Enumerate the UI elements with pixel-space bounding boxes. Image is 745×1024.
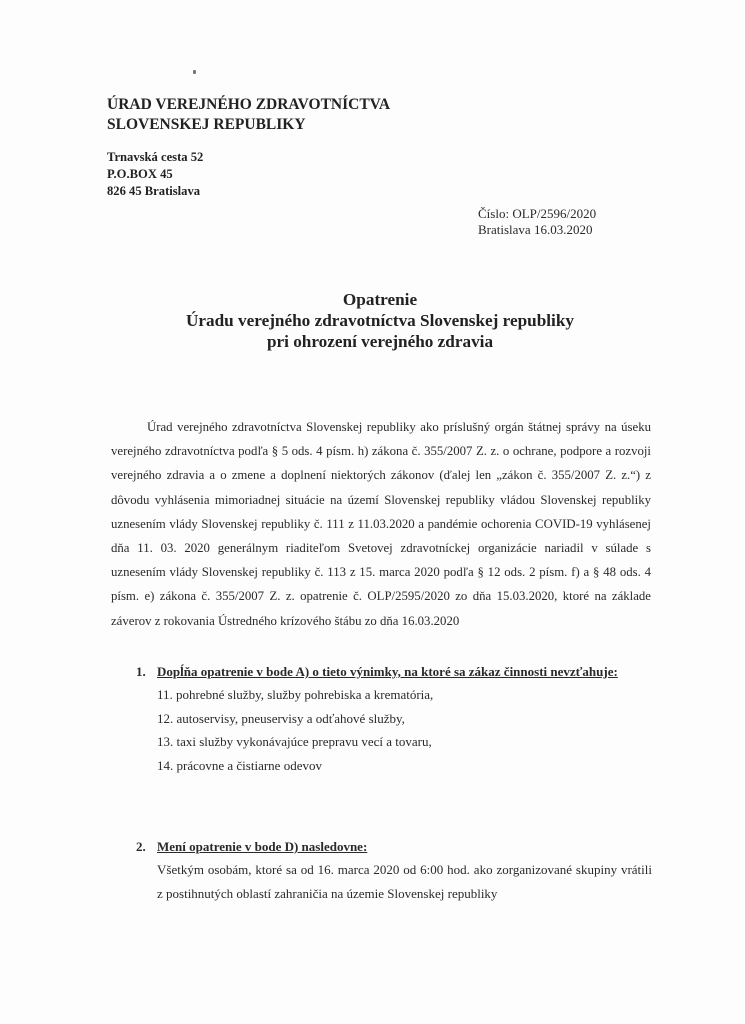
section-heading: Mení opatrenie v bode D) nasledovne: <box>157 839 368 854</box>
authority-name-line2: SLOVENSKEJ REPUBLIKY <box>107 116 306 133</box>
document-reference <box>478 206 596 237</box>
section-1 <box>136 660 652 777</box>
exception-list <box>157 683 652 777</box>
intro-text: Úrad verejného zdravotníctva Slovenskej republiky ako príslušný orgán štátnej správy na úseku verejného zdravotníctva podľa § 5 ods. 4 písm. h) zákona č. 355/2007 Z. z. o ochrane, podpore a rozvoji verejného zdravia a o zmene a doplnení niektorých zákonov (ďalej len „zákon č. 355/2007 Z. z.“) z dôvodu vyhlásenia mimoriadnej situácie na území Slovenskej republiky vládou Slovenskej republiky uznesením vlády Slovenskej republiky č. 111 z 11.03.2020 a pandémie ochorenia COVID-19 vyhlásenej dňa 11. 03. 2020 generálnym riaditeľom Svetovej zdravotníckej organizácie nariadil v súlade s uznesením vlády Slovenskej republiky č. 113 z 15. marca 2020 podľa § 12 ods. 2 písm. f) a § 48 ods. 4 písm. e) zákona č. 355/2007 Z. z. opatrenie č. OLP/2595/2020 zo dňa 15.03.2020, ktoré na základe záverov z rokovania Ústredného krízového štábu zo dňa 16.03.2020 <box>111 420 651 628</box>
reference-number: Číslo: OLP/2596/2020 <box>478 206 597 221</box>
list-item: 13. taxi služby vykonávajúce prepravu vecí a tovaru, <box>157 734 432 749</box>
list-item: 14. prácovne a čistiarne odevov <box>157 757 322 773</box>
section-2 <box>136 835 652 905</box>
list-item: 12. autoservisy, pneuservisy a odťahové služby, <box>157 710 405 726</box>
title-line2: Úradu verejného zdravotníctva Slovenskej republiky <box>185 311 574 330</box>
intro-paragraph <box>111 415 651 633</box>
title-line3: pri ohrození verejného zdravia <box>266 332 494 351</box>
section-number: 2. <box>136 839 146 854</box>
reference-place-date: Bratislava 16.03.2020 <box>478 221 593 237</box>
section-heading: Dopĺňa opatrenie v bode A) o tieto výnimky, na ktoré sa zákaz činnosti nevzťahuje: <box>157 664 618 679</box>
document-title <box>100 289 660 352</box>
authority-address <box>107 149 203 200</box>
address-city: 826 45 Bratislava <box>107 184 201 198</box>
address-street: Trnavská cesta 52 <box>107 150 204 164</box>
section-text: Všetkým osobám, ktoré sa od 16. marca 2020 od 6:00 hod. ako zorganizované skupiny vrátili z postihnutých oblastí zahraničia na územie Slovenskej republiky <box>157 862 652 901</box>
title-line1: Opatrenie <box>342 290 418 309</box>
list-item: 11. pohrebné služby, služby pohrebiska a krematória, <box>157 687 434 702</box>
authority-name-line1: ÚRAD VEREJNÉHO ZDRAVOTNÍCTVA <box>107 96 391 113</box>
authority-header <box>107 95 390 135</box>
scan-speck <box>193 70 196 74</box>
section-number: 1. <box>136 664 146 679</box>
address-pobox: P.O.BOX 45 <box>107 167 173 181</box>
